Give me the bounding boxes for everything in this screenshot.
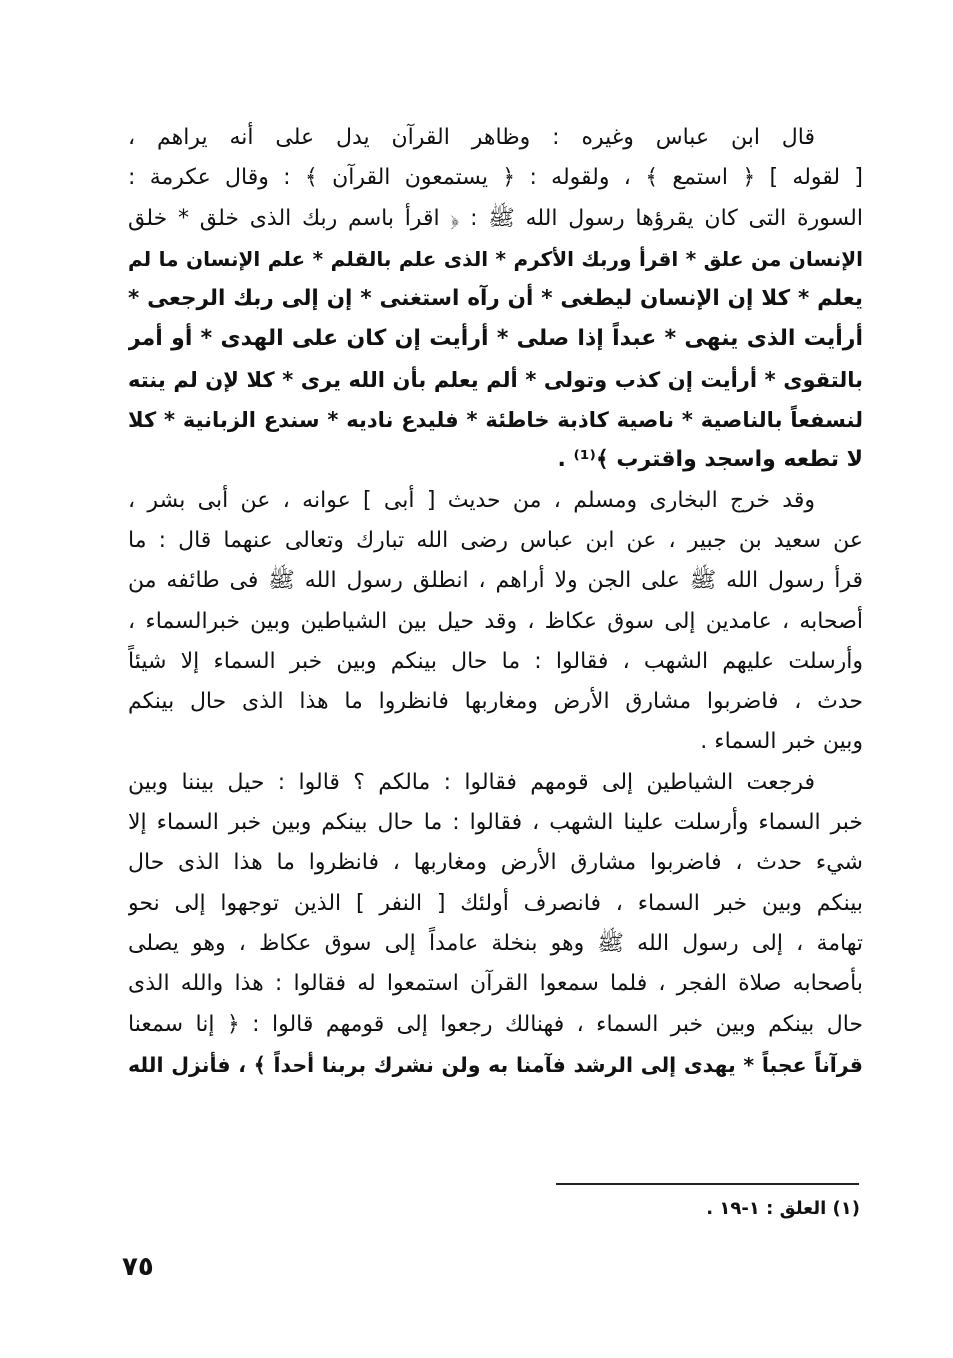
body-text [128, 118, 863, 1085]
text-line: أصحابه ، عامدين إلى سوق عكاظ ، وقد حيل بين الشياطين وبين خبرالسماء ، [128, 608, 863, 634]
footnote: (١) العلق : ١-١٩ . [706, 1198, 860, 1219]
text-line: فرجعت الشياطين إلى قومهم فقالوا : مالكم ؟ قالوا : حيل بيننا وبين [128, 769, 815, 795]
text-line: [ لقوله ] ﴿ استمع ﴾ ، ولقوله : ﴿ يستمعون القرآن ﴾ : وقال عكرمة : [128, 165, 863, 191]
text-line: خبر السماء وأرسلت علينا الشهب ، فقالوا : ما حال بينكم وبين خبر السماء إلا [128, 810, 863, 836]
text-line: قرأ رسول الله ﷺ على الجن ولا أراهم ، انطلق رسول الله ﷺ فى طائفه من [128, 568, 863, 594]
text-line: حدث ، فاضربوا مشارق الأرض ومغاربها فانظروا ما هذا الذى حال بينكم [128, 689, 863, 715]
text-line: شيء حدث ، فاضربوا مشارق الأرض ومغاربها ، فانظروا ما هذا الذى حال [128, 850, 863, 876]
quran-text-line: الإنسان من علق * اقرأ وربك الأكرم * الذى علم بالقلم * علم الإنسان ما لم [128, 246, 863, 271]
quran-text-line: قرآناً عجباً * يهدى إلى الرشد فآمنا به ولن نشرك بربنا أحداً ﴾ ، فأنزل الله [128, 1052, 863, 1077]
text-line: وأرسلت عليهم الشهب ، فقالوا : ما حال بينكم وبين خبر السماء إلا شيئاً [128, 648, 863, 674]
text-line: وبين خبر السماء . [700, 729, 863, 755]
quran-text-line: لنسفعاً بالناصية * ناصية كاذبة خاطئة * فليدع ناديه * سندع الزبانية * كلا [128, 408, 863, 433]
text-line: بينكم وبين خبر السماء ، فانصرف أولئك [ النفر ] الذين توجهوا إلى نحو [128, 890, 863, 916]
text-line: عن سعيد بن جبير ، عن ابن عباس رضى الله تبارك وتعالى عنهما قال : ما [128, 527, 863, 553]
text-line: بأصحابه صلاة الفجر ، فلما سمعوا القرآن استمعوا له فقالوا : هذا والله الذى [128, 971, 863, 997]
text-line: حال بينكم وبين خبر السماء ، فهنالك رجعوا إلى قومهم قالوا : ﴿ إنا سمعنا [128, 1011, 863, 1037]
text-line: وقد خرج البخارى ومسلم ، من حديث [ أبى ] عوانه ، عن أبى بشر ، [128, 487, 815, 513]
text-line: قال ابن عباس وغيره : وظاهر القرآن يدل على أنه يراهم ، [128, 125, 815, 150]
text-line: تهامة ، إلى رسول الله ﷺ وهو بنخلة عامداً إلى سوق عكاظ ، وهو يصلى [128, 930, 863, 956]
quran-text-line: لا تطعه واسجد واقترب ﴾⁽¹⁾ . [557, 447, 863, 473]
quran-text-line: أرأيت الذى ينهى * عبداً إذا صلى * أرأيت إن كان على الهدى * أو أمر [128, 326, 863, 352]
quran-text-line: بالتقوى * أرأيت إن كذب وتولى * ألم يعلم بأن الله يرى * كلا لإن لم ينته [128, 367, 863, 392]
text-line: السورة التى كان يقرؤها رسول الله ﷺ : ﴿ اقرأ باسم ربك الذى خلق * خلق [128, 205, 863, 231]
footnote-divider [556, 1183, 859, 1185]
page-number: ٧٥ [122, 1252, 154, 1282]
quran-text-line: يعلم * كلا إن الإنسان ليطغى * أن رآه استغنى * إن إلى ربك الرجعى * [128, 286, 863, 312]
